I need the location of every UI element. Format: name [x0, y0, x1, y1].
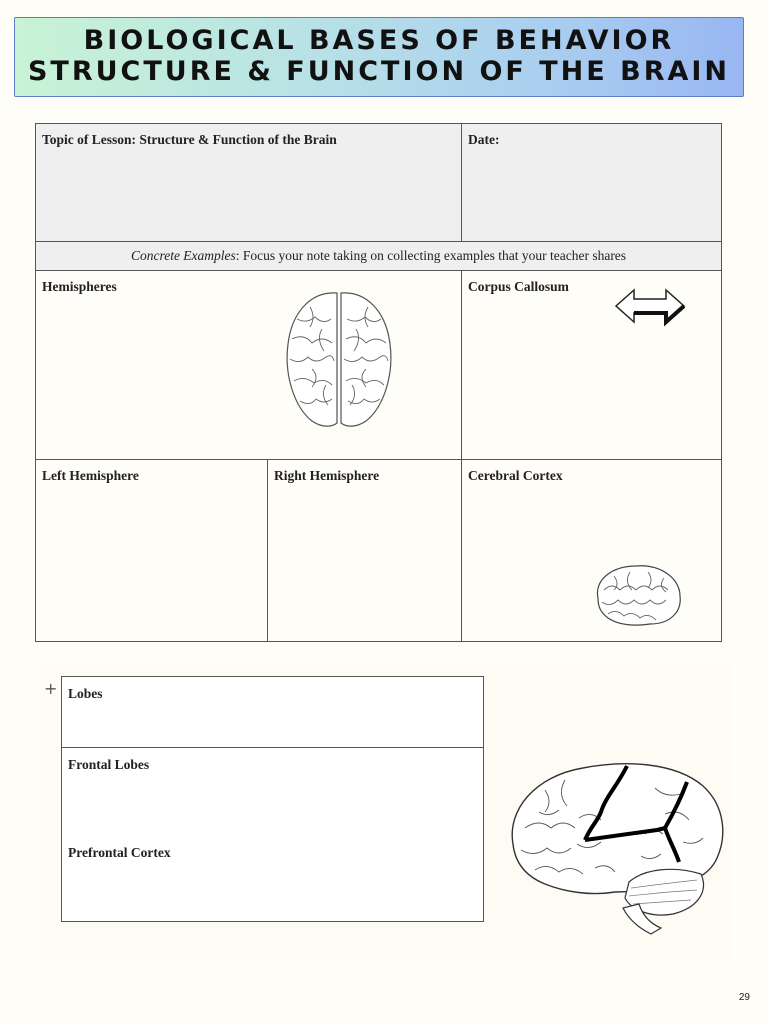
- cortex-brain-icon: [590, 560, 686, 632]
- plus-icon[interactable]: +: [44, 679, 58, 698]
- topic-cell[interactable]: [36, 124, 462, 242]
- page-number: 29: [738, 992, 750, 1003]
- lobes-cell[interactable]: [62, 677, 484, 748]
- cerebral-cortex-label: Cerebral Cortex: [468, 468, 563, 483]
- left-hemisphere-cell[interactable]: [36, 460, 268, 642]
- lobes-label: Lobes: [68, 686, 103, 701]
- concrete-examples-row: [36, 242, 722, 271]
- corpus-callosum-cell[interactable]: [462, 271, 722, 460]
- corpus-callosum-label: Corpus Callosum: [468, 279, 569, 294]
- left-hemisphere-label: Left Hemisphere: [42, 468, 139, 483]
- title-banner: [14, 17, 744, 97]
- concrete-examples-label: Concrete Examples: [130, 248, 236, 263]
- notes-table: [35, 123, 722, 642]
- hemispheres-label: Hemispheres: [42, 279, 117, 294]
- topic-label: Topic of Lesson: Structure & Function of the Brain: [42, 132, 337, 147]
- cerebral-cortex-cell[interactable]: [462, 460, 722, 642]
- frontal-lobes-cell[interactable]: [62, 748, 484, 922]
- hemispheres-cell[interactable]: [36, 271, 462, 460]
- title-line-1: BIOLOGICAL BASES OF BEHAVIOR: [83, 25, 675, 56]
- date-label: Date:: [468, 132, 500, 147]
- right-hemisphere-label: Right Hemisphere: [274, 468, 380, 483]
- brain-lobes-side-view-icon: [505, 758, 729, 938]
- brain-top-view-icon: [282, 289, 396, 431]
- lobes-table: [61, 676, 484, 922]
- date-cell[interactable]: [462, 124, 722, 242]
- concrete-examples-text: : Focus your note taking on collecting examples that your teacher shares: [235, 248, 627, 263]
- frontal-lobes-label: Frontal Lobes: [68, 757, 150, 772]
- title-line-2: STRUCTURE & FUNCTION OF THE BRAIN: [27, 56, 731, 87]
- prefrontal-cortex-label: Prefrontal Cortex: [68, 845, 171, 860]
- double-arrow-icon: [612, 285, 688, 327]
- right-hemisphere-cell[interactable]: [268, 460, 462, 642]
